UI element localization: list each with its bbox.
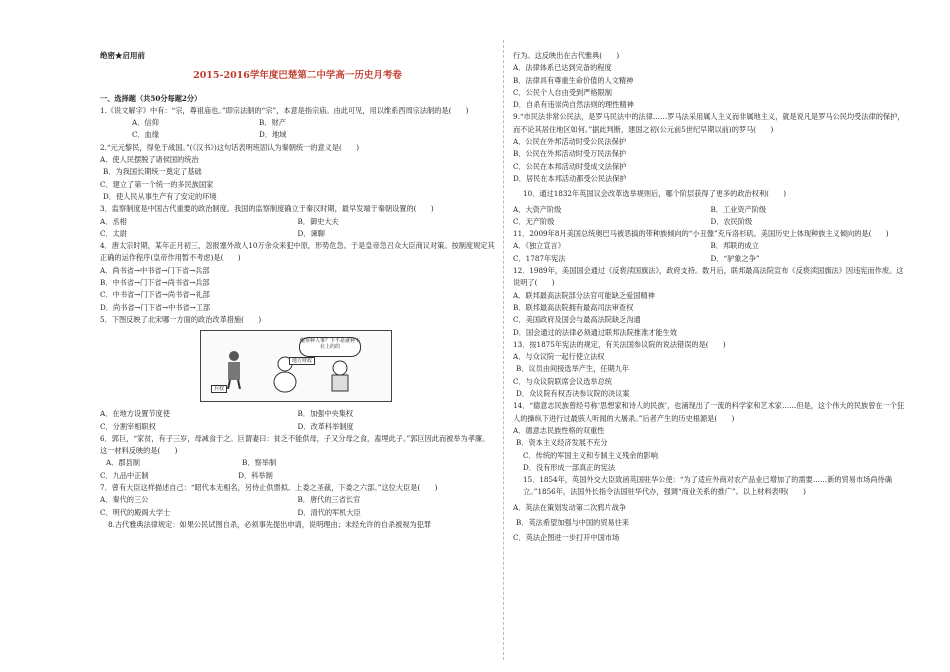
option: C．1787年宪法 [513, 253, 566, 263]
option: C．传统的军国主义和专制主义残余的影响 [523, 450, 658, 460]
options-row [513, 204, 908, 216]
question-4: 4．唐太宗时期，某年正月初三，忽报塞外敌人10万余众来犯中原，形势危急。于是皇帝急召众大臣商议对策。按制度规定其正确的运作程序(皇帝作用暂不考虑)是( ) [100, 241, 495, 263]
options-row [513, 240, 908, 252]
question-5: 5．下图反映了北宋哪一方面的政治改革措施( ) [100, 314, 262, 324]
option: C．太尉 [100, 228, 128, 238]
option: D．众议院有权否决参议院的决议案 [516, 389, 630, 399]
exam-title: 2015-2016学年度巴楚第二中学高一历史月考卷 [193, 70, 402, 82]
option: A．丞相 [100, 216, 127, 226]
figure-label-finance: 地方财政 [289, 357, 315, 365]
question-11: 11．2009年8月美国总统奥巴马被恶搞的带种族倾向的“小丑像”充斥洛杉矶。美国历史上体现种族主义倾向的是( ) [513, 229, 889, 239]
question-12: 12．1989年，美国国会通过《反亵渎国旗法》，政府支持。数月后，联邦最高法院宣布《反亵渎国旗法》因违宪而作废。这说明了( ) [513, 266, 904, 288]
option: D．自杀有违崇尚自然法则的理性精神 [513, 100, 634, 110]
option: B．御史大夫 [297, 216, 339, 226]
option: A．信仰 [132, 118, 159, 128]
options-row [513, 216, 908, 228]
option: B．议员由间接选举产生，任期九年 [516, 364, 630, 374]
options-row [513, 253, 908, 265]
option: D．“驴象之争” [710, 253, 760, 263]
option: D．国会通过的法律必须通过联邦法院推准才能生效 [513, 327, 677, 337]
option: D．谏聊 [297, 228, 325, 238]
option: D．清代的军机大臣 [297, 507, 361, 517]
question-14: 14．“德意志民族曾经号称‘思想家和诗人的民族’，也涌现出了一流的科学家和艺术家……但是，这个伟大的民族曾在一个狂人的操纵下进行过最骇人听闻的大屠杀。”后者产生的历史根源是( ) [513, 401, 905, 423]
options-row [100, 470, 495, 482]
option: D．农民阶级 [710, 216, 753, 226]
question-3: 3．监察制度是中国古代重要的政治制度。我国的监察制度确立于秦汉时期，最早发端于秦朝设置的( ) [100, 204, 434, 214]
option: B．资本主义经济发展不充分 [516, 438, 608, 448]
option: A．在地方设置节度使 [100, 409, 170, 419]
right-column [513, 50, 908, 545]
option: C．英法企图进一步打开中国市场 [513, 533, 620, 543]
options-row [100, 507, 495, 519]
figure-speech-bubble: 醒察种人事？下不是就种不在上的的 [299, 337, 361, 357]
option: C．公民个人自由受到严格限制 [513, 87, 612, 97]
option: A．《独立宣言》 [513, 241, 565, 251]
option: B．联邦最高法院拥有最高司法审查权 [513, 302, 634, 312]
question-8-continued: 行为。这反映出在古代雅典( ) [513, 51, 620, 60]
option: A．使人民摆脱了诸侯国的统治 [100, 155, 199, 165]
minister-figure-icon [326, 359, 354, 393]
option: A．德意志民族性格的双重性 [513, 425, 605, 435]
option: A．郡县制 [106, 458, 140, 468]
option: B．法律具有尊重生命价值的人文精神 [513, 75, 634, 85]
option: C．分割宰相职权 [100, 421, 156, 431]
options-row [100, 494, 495, 506]
options-row [100, 216, 495, 228]
question-6: 6．郭巨，“家贫，有子三岁，母减食于之。巨谓妻曰：贫乏不能供母，子又分母之食，盍埋此子。”郭巨因此而被举为孝廉。这一材料反映的是( ) [100, 433, 490, 456]
option: B．加强中央集权 [297, 409, 354, 419]
question-1: 1.《说文解字》中有：“宗，尊祖庙也。”即宗法制的“宗”，本意是指宗庙。由此可见，用以维系西周宗法制的是( ) [100, 105, 469, 115]
option: C．美国政府及国会与最高法院缺乏沟通 [513, 315, 641, 325]
option: C．九品中正制 [100, 470, 149, 480]
option: B．公民在外邦活动时受万民法保护 [513, 149, 627, 159]
option: A．法律体系已达到完备的程度 [513, 63, 612, 73]
option: B．中书省→门下省→尚书省→兵部 [100, 278, 210, 288]
question-2: 2.“元元黎民，得免于战国。”(《汉书》)这句话表明班固认为秦朝统一的意义是( ) [100, 142, 360, 152]
question-10: 10．通过1832年英国议会改革选举规则后，哪个阶层获得了更多的政治权利( ) [523, 189, 787, 199]
option: D．没有形成一部真正的宪法 [523, 462, 616, 472]
option: C．无产阶级 [513, 216, 555, 226]
option: B．工业资产阶级 [710, 204, 767, 214]
option: B．为我国长期统一奠定了基础 [103, 167, 202, 177]
option: A．秦代的三公 [100, 495, 149, 505]
option: C．中书省→门下省→尚书省→礼部 [100, 290, 210, 300]
option: B．邦联的成立 [710, 241, 759, 251]
option: C．与众议院联席会议选举总统 [513, 376, 612, 386]
option: C．建立了第一个统一的多民族国家 [100, 179, 214, 189]
option: B．财产 [259, 118, 286, 128]
option: C．明代的殿阁大学士 [100, 507, 171, 517]
options-row [100, 117, 495, 129]
option: A．尚书省→中书省→门下省→兵部 [100, 265, 210, 275]
option: A．大资产阶级 [513, 204, 562, 214]
option: A．公民在外邦活动时受公民法保护 [513, 137, 627, 147]
option: D．地域 [259, 130, 287, 140]
option: D．科举制 [238, 470, 273, 480]
question-15: 15．1854年，英国外交大臣致函英国驻华公使：“为了适应外商对农产品业已增加了的需要……新的贸易市场尚待确立。”1856年，法国外长指令法国驻华代办，强调“商业关系的推广”。以上材料表明( ) [523, 475, 892, 497]
option: C．血缘 [132, 130, 160, 140]
official-figure-icon [223, 349, 245, 389]
options-row [100, 408, 495, 420]
option: D．使人民从事生产有了安定的环境 [103, 191, 217, 201]
option: D．改革科举制度 [297, 421, 354, 431]
option: D．尚书省→门下省→中书省→工部 [100, 302, 211, 312]
section-heading: 一、选择题（共50分每题2分） [100, 93, 202, 103]
options-row [100, 457, 495, 469]
option: B．英法希望加强与中国的贸易往来 [516, 517, 630, 527]
left-column [100, 50, 495, 531]
option: D．居民在本邦活动都受公民法保护 [513, 173, 627, 183]
options-row [100, 228, 495, 240]
question-9: 9.“市民法非常公民法，是罗马民法中的法律……罗马法采用属人主义而非属地主义，就是说凡是罗马公民均受法律的保护，而不论其居住地区如何。”据此判断，建国之初(公元前5世纪早期以前)的罗马( ) [513, 112, 905, 134]
option: A．与众议院一起行使立法权 [513, 352, 605, 362]
options-row [100, 421, 495, 433]
column-divider [503, 40, 504, 660]
question-13: 13．按1875年宪法的规定，有关法国参议院的说法错误的是( ) [513, 339, 726, 349]
question-7: 7．曾有大臣这样描述自己：“昭代本无相名，另侍止供票拟。上委之圣裁，下委之六部。”这位大臣是( ) [100, 483, 438, 493]
option: C．公民在本邦活动时受成文法保护 [513, 161, 627, 171]
option: A．英法在策划发动第二次鸦片战争 [513, 502, 627, 512]
secret-label: 绝密★启用前 [100, 51, 145, 60]
question-8: 8.古代雅典法律规定：如果公民试图自杀，必须事先提出申请，说明理由；未经允许的自杀被视为犯罪 [108, 519, 432, 529]
figure-label-military: 兵权 [211, 385, 227, 393]
option: B．察举制 [242, 458, 277, 468]
option: B．唐代的三省长官 [297, 495, 361, 505]
cartoon-figure [200, 330, 392, 402]
option: A．联邦最高法院部分法官可能缺乏爱国精神 [513, 290, 655, 300]
options-row [100, 129, 495, 141]
